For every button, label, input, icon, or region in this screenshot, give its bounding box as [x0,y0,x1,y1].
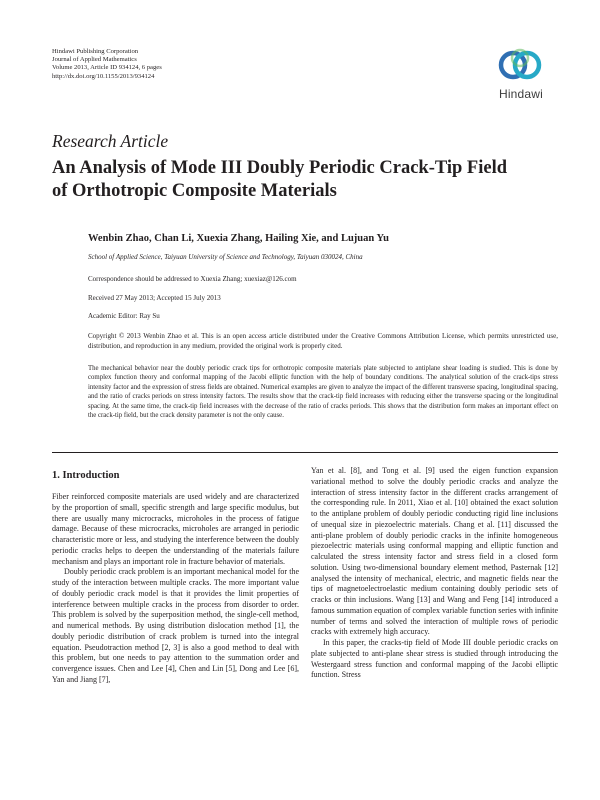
journal-name: Journal of Applied Mathematics [52,56,137,64]
publisher-name: Hindawi Publishing Corporation [52,48,139,55]
article-title: An Analysis of Mode III Doubly Periodic Crack-Tip Field of Orthotropic Composite Materials [52,158,508,201]
section-divider [52,452,558,453]
paragraph: In this paper, the cracks-tip field of Mode III double periodic cracks on plate subjected to anti-plane shear stress is studied through introducing the Westergaard stress function and conformal mapping of the Jacobi elliptic function. Stress [311,638,558,680]
hindawi-logo-text: Hindawi [498,87,544,101]
academic-editor: Academic Editor: Ray Su [88,312,160,320]
article-type: Research Article [52,131,169,151]
author-list: Wenbin Zhao, Chan Li, Xuexia Zhang, Hailing Xie, and Lujuan Yu [88,233,389,244]
hindawi-rings-icon [496,44,546,86]
abstract: The mechanical behavior near the doubly periodic crack tips for orthotropic composite materials plate subjected to antiplane shear loading is studied. This is done by complex function theory and conformal mapping of the Jacobi elliptic function with the help of boundary conditions. The analytical solution of the crack-tips stress intensity factor and the expression of stress fields are obtained. Numerical examples are given to analyze the impact of the different transverse spacing, longitudinal spacing, and the ratio of cracks periods on stress intensity factors. The results show that the crack-tip field increases with reducing either the transverse spacing or the longitudinal spacing. At the same time, the crack-tip field increases with the decrease of the ratio of cracks periods. This shows that the distribution form makes an important effect on the crack-tip field, but the crack density parameter is not the only cause. [88,365,558,420]
paragraph: Fiber reinforced composite materials are used widely and are characterized by the proportion of small, specific strength and large specific modulus, but there are usually many microcracks, microholes in the process of fatigue damage. Because of these microcracks, microholes are arranged in periodic characteristic more or less, and studying the interference between the doubly periodic cracks helps to deepen the understanding of the materials failure mechanism and plays an important role in fracture behavior of materials. [52,492,299,566]
correspondence-line: Correspondence should be addressed to Xuexia Zhang; xuexiaz@126.com [88,275,297,283]
journal-header [52,48,162,81]
doi-link[interactable]: http://dx.doi.org/10.1155/2013/934124 [52,72,155,80]
body-column-right [311,466,558,681]
copyright-notice: Copyright © 2013 Wenbin Zhao et al. This is an open access article distributed under the Creative Commons Attribution License, which permits unrestricted use, distribution, and reproduction in any medium, provided the original work is properly cited. [88,332,558,350]
paragraph: Yan et al. [8], and Tong et al. [9] used the eigen function expansion variational method to solve the doubly periodic cracks and analyze the interaction of stress intensity factor in the different cracks arrangement of the corresponding rule. In 2011, Xiao et al. [10] obtained the exact solution to the antiplane problem of doubly periodic conducting rigid line inclusions of unequal size in piezoelectric materials. Chang et al. [11] discussed the anti-plane problem of doubly periodic cracks in the infinite homogeneous piezoelectric materials using conformal mapping and elliptic function and calculated the stress intensity factor and stress field in a closed form solution. Using two-dimensional boundary element method, Pasternak [12] analysed the intensity of mechanical, electric, and magnetic fields near the tips of magnetoelectroelastic medium containing doubly periodic sets of cracks or thin inclusions. Wang [13] and Wang and Feng [14] introduced a famous summation equation of complex variable function series with infinite number of terms and solved the interaction of multiple rows of periodic cracks with extremely high accuracy. [311,466,558,637]
affiliation: School of Applied Science, Taiyuan University of Science and Technology, Taiyuan 030024, China [88,253,363,261]
body-column-left [52,492,299,686]
section-heading-introduction: 1. Introduction [52,470,120,481]
received-accepted-dates: Received 27 May 2013; Accepted 15 July 2013 [88,294,221,302]
volume-info: Volume 2013, Article ID 934124, 6 pages [52,64,162,72]
paragraph: Doubly periodic crack problem is an important mechanical model for the study of the interaction between multiple cracks. The more important value of doubly periodic crack model is that it provides the limit properties of interference between multiple cracks in the process from disorder to order. This problem is solved by the superposition method, the single-cell method, and numerical methods. By using distribution dislocation method [1], the doubly periodic distribution of crack problem is turned into the integral equation. Pseudotraction method [2, 3] is also a good method to deal with this problem, but one needs to pay attention to the summation order and convergence issues. Chen and Lee [4], Chen and Lin [5], Dong and Lee [6], Yan and Jiang [7], [52,567,299,684]
hindawi-logo [486,44,556,106]
